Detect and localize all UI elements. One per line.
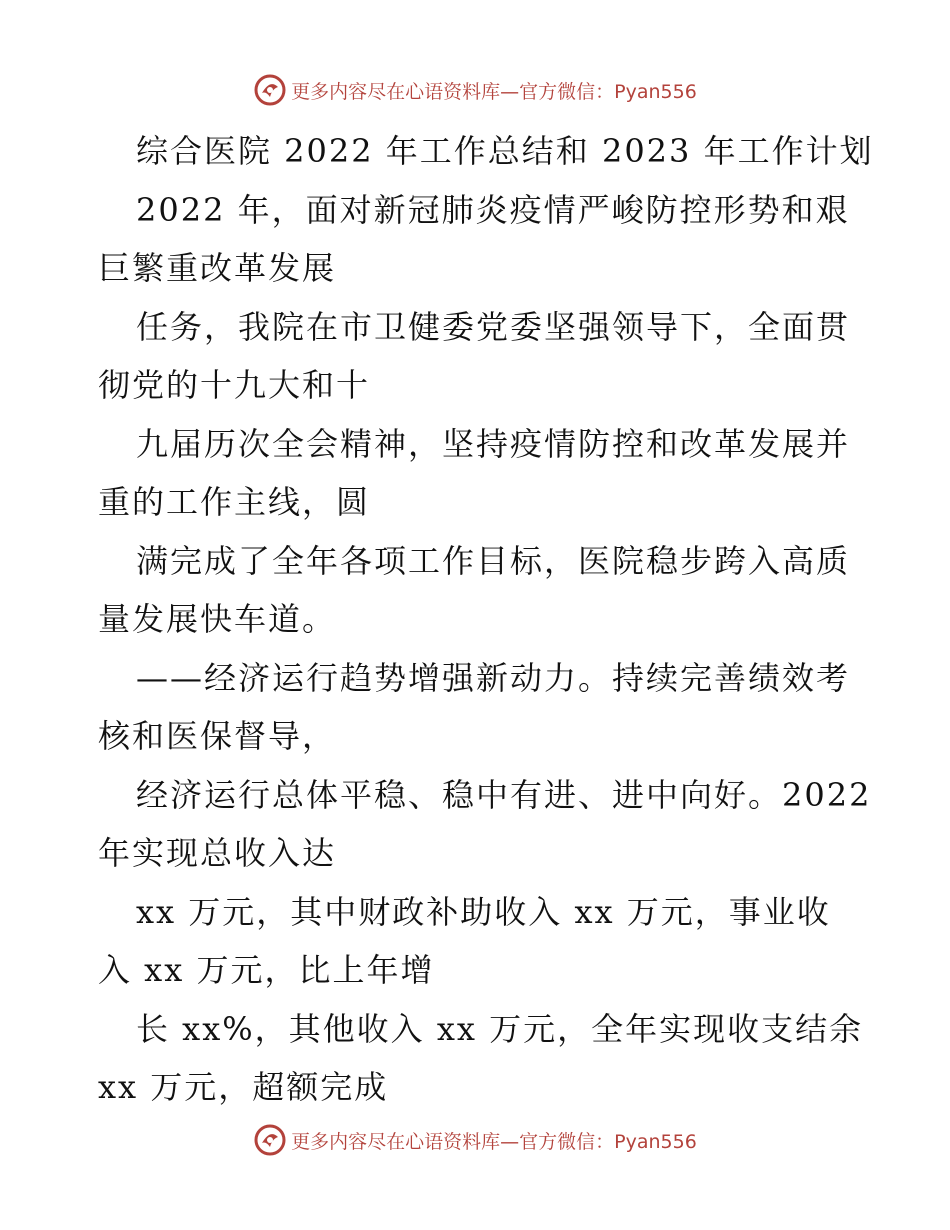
text-line: 入 xx 万元，比上年增 [98,951,435,989]
text-line: ——经济运行趋势增强新动力。持续完善绩效考 [136,658,851,697]
document-body [98,122,874,1117]
text-line: 2022 年，面对新冠肺炎疫情严峻防控形势和艰 [136,190,850,229]
text-line: 任务，我院在市卫健委党委坚强领导下，全面贯 [136,307,851,346]
watermark-text: 更多内容尽在心语资料库—官方微信：Pyan556 [291,80,697,103]
text-line: 年实现总收入达 [98,834,337,872]
watermark-text: 更多内容尽在心语资料库—官方微信：Pyan556 [291,1130,697,1153]
text-line: 综合医院 2022 年工作总结和 2023 年工作计划 [136,132,874,170]
text-line: 量发展快车道。 [98,600,337,638]
footer-watermark-banner [0,1120,950,1160]
text-line: 彻党的十九大和十 [98,366,371,404]
text-line: xx 万元，其中财政补助收入 xx 万元，事业收 [136,892,831,931]
text-line: 经济运行总体平稳、稳中有进、进中向好。2022 [136,775,872,814]
flower-logo-icon [253,1123,287,1157]
text-line: xx 万元，超额完成 [98,1068,389,1106]
text-line: 巨繁重改革发展 [98,249,337,287]
text-line: 重的工作主线，圆 [98,483,371,521]
text-line: 核和医保督导， [98,717,337,755]
text-line: 九届历次全会精神，坚持疫情防控和改革发展并 [136,424,851,463]
text-line: 满完成了全年各项工作目标，医院稳步跨入高质 [136,541,851,580]
text-line: 长 xx%，其他收入 xx 万元，全年实现收支结余 [136,1009,864,1048]
header-watermark-banner [0,70,950,110]
flower-logo-icon [253,73,287,107]
